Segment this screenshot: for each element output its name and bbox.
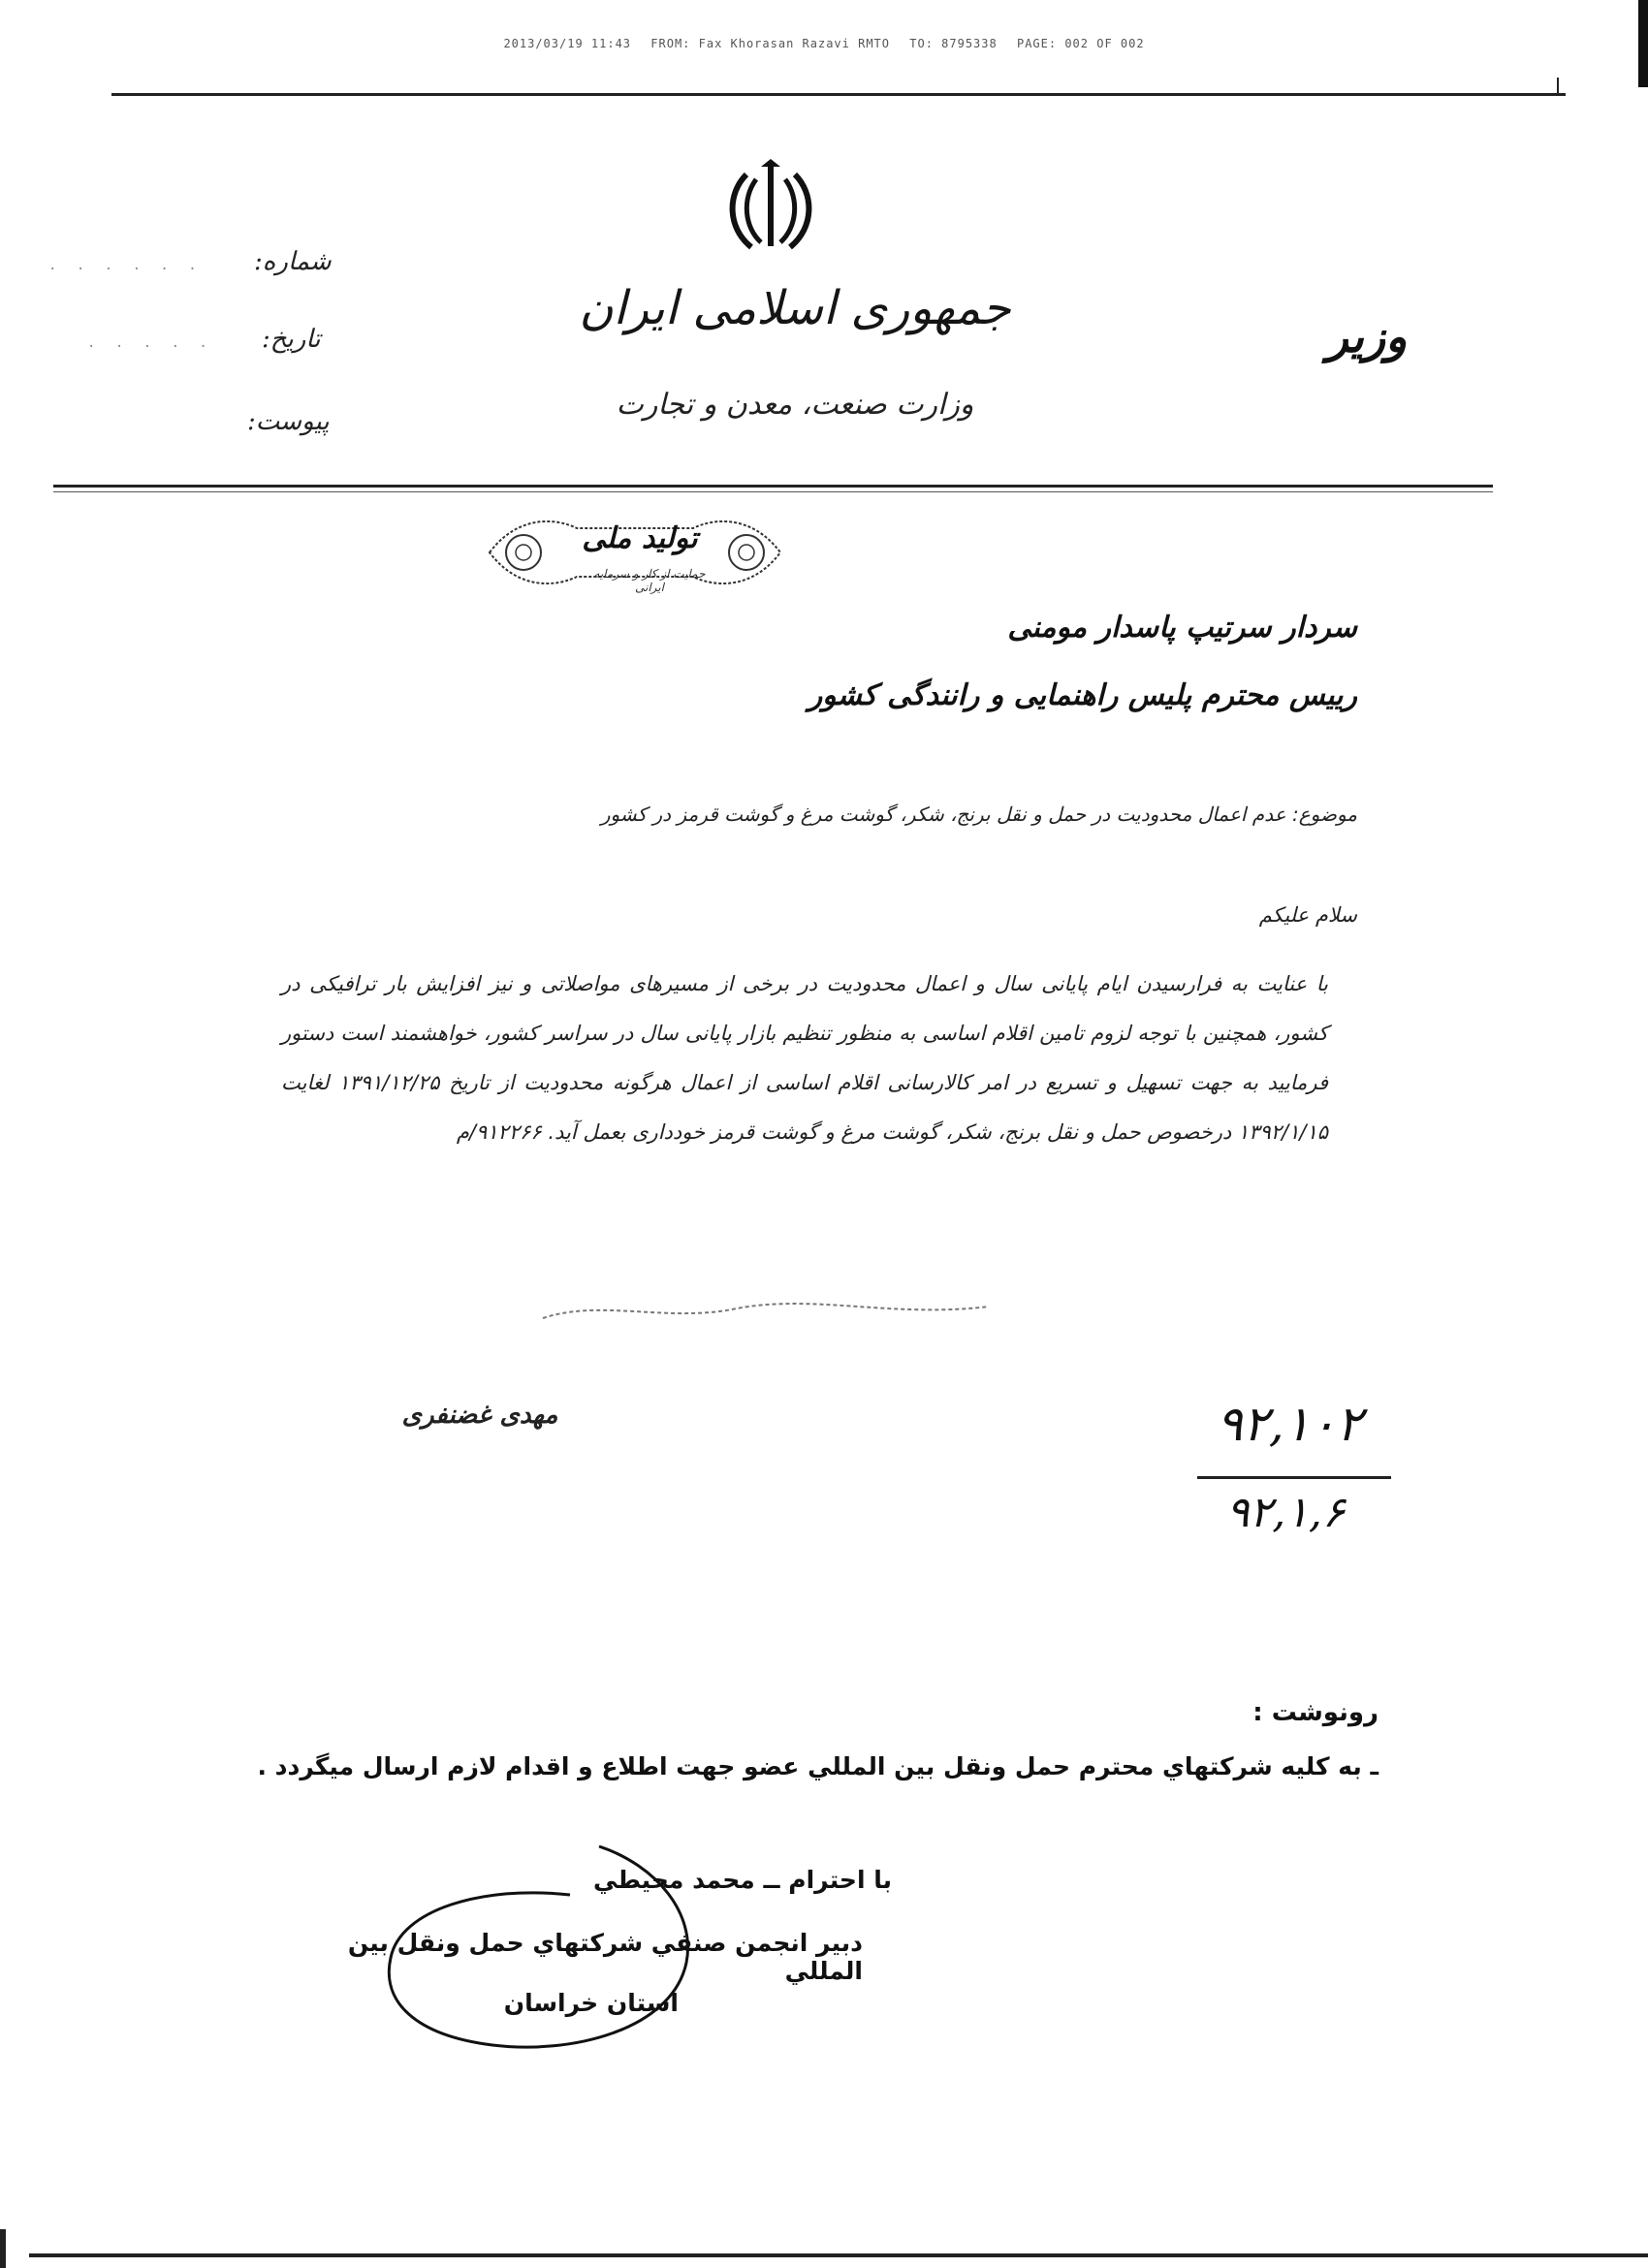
attachment-label: پیوست: (247, 407, 330, 436)
greeting: سلام علیکم (1258, 903, 1357, 927)
fax-header (0, 37, 1648, 50)
fax-datetime: 2013/03/19 11:43 (503, 37, 632, 50)
ministry-name: وزارت صنعت، معدن و تجارت (616, 388, 974, 422)
country-name: جمهوری اسلامی ایران (579, 281, 1011, 335)
closing-position: دبير انجمن صنفي شركتهاي حمل ونقل بين المللي (347, 1929, 863, 1985)
closing-province: استان خراسان (503, 1989, 679, 2017)
fax-page: PAGE: 002 OF 002 (1016, 37, 1145, 50)
number-value-faded: · · · · · · (48, 262, 203, 277)
fax-from: FROM: Fax Khorasan Razavi RMTO (650, 37, 891, 50)
bottom-rule (29, 2253, 1648, 2257)
handwritten-underline (1197, 1476, 1391, 1479)
stamp-outline (376, 1837, 783, 2069)
top-rule-tick (1557, 78, 1559, 95)
date-label: تاریخ: (262, 325, 321, 354)
recipient-name: سردار سرتیپ پاسدار مومنی (1007, 611, 1357, 645)
iran-emblem-icon (717, 155, 824, 262)
number-label: شماره: (254, 247, 332, 276)
header-separator-thin (53, 491, 1493, 492)
closing-regards: با احترام ــ محمد محيطي (593, 1866, 892, 1894)
top-rule (111, 93, 1566, 96)
signer-name: مهدی غضنفری (401, 1401, 558, 1430)
minister-title: وزیر (1326, 310, 1408, 362)
bottom-edge-mark (0, 2229, 6, 2268)
subject-line: موضوع: عدم اعمال محدودیت در حمل و نقل برنج، شکر، گوشت مرغ و گوشت قرمز در کشور (600, 803, 1357, 826)
header-separator (53, 485, 1493, 488)
cc-text: ـ به كليه شركتهاي محترم حمل ونقل بين المللي عضو جهت اطلاع و اقدام لازم ارسال ميگردد . (257, 1752, 1379, 1780)
letter-body: با عنایت به فرارسیدن ایام پایانی سال و اعمال محدودیت در برخی از مسیرهای مواصلاتی و نیز افزایش بار ترافیکی در کشور، همچنین با توجه لزوم تامین اقلام اساسی به منظور تنظیم بازار پایانی سال در سراسر کشور، خواهشمند است دستور فرمایید به جهت تسهیل و تسریع در امر کالارسانی اقلام اساسی از اعمال هرگونه محدودیت از تاریخ ۱۳۹۱/۱۲/۲۵ لغایت ۱۳۹۲/۱/۱۵ درخصوص حمل و نقل برنج، شکر، گوشت مرغ و گوشت قرمز خودداری بعمل آید. ۹۱۲۲۶۶/م (281, 972, 1328, 1144)
date-value-faded: · · · · · (87, 339, 213, 355)
fax-to: TO: 8795338 (909, 37, 998, 50)
recipient-title: رییس محترم پلیس راهنمایی و رانندگی کشور (808, 678, 1357, 712)
banner-subtitle: حمایت از کار و سرمایه ایرانی (593, 567, 706, 594)
handwritten-number-1: ۹۲,۱۰۲ (1217, 1396, 1363, 1452)
handwritten-number-2: ۹۲,۱,۶ (1226, 1488, 1346, 1537)
signature-scribble (523, 1289, 1008, 1347)
cc-label: رونوشت : (1252, 1698, 1379, 1727)
banner-text: تولید ملی (582, 521, 698, 555)
edge-mark (1638, 0, 1648, 87)
